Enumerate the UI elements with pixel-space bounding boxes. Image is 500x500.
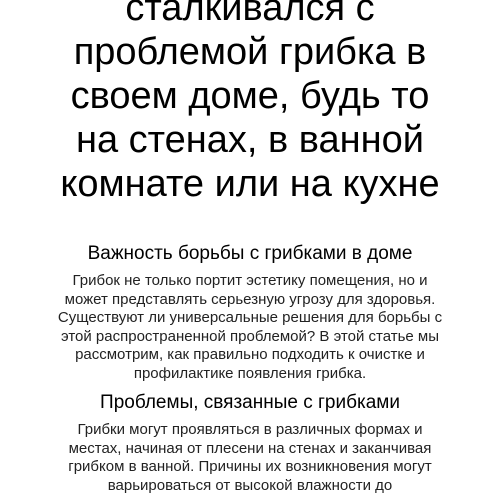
- heading-line: на стенах, в ванной: [76, 119, 424, 161]
- section-heading-importance: Важность борьбы с грибками в доме: [87, 243, 413, 264]
- paragraph-line: Грибок не только портит эстетику помещения, но и: [72, 272, 428, 289]
- paragraph-line: рассмотрим, как правильно подходить к очистке и: [75, 346, 425, 363]
- section-paragraph-problems: [0, 421, 500, 495]
- paragraph-line: Грибки могут проявляться в различных формах и: [77, 421, 423, 438]
- paragraph-line: Существуют ли универсальные решения для борьбы с: [57, 309, 443, 326]
- article-heading: [0, 0, 500, 206]
- heading-line: проблемой грибка в: [73, 31, 427, 73]
- paragraph-line: варьироваться от высокой влажности до: [107, 476, 393, 494]
- paragraph-line: грибком в ванной. Причины их возникновения могут: [68, 458, 432, 475]
- paragraph-line: этой распространенной проблемой? В этой статье мы: [61, 327, 439, 345]
- heading-line: комнате или на кухне: [60, 163, 440, 205]
- paragraph-line: профилактике появления грибка.: [133, 364, 367, 382]
- heading-line: своем доме, будь то: [70, 75, 430, 117]
- heading-line: сталкивался с: [125, 0, 375, 29]
- paragraph-line: может представлять серьезную угрозу для здоровья.: [64, 290, 436, 308]
- section-heading-problems: Проблемы, связанные с грибками: [100, 392, 400, 413]
- section-paragraph-importance: [0, 272, 500, 383]
- paragraph-line: местах, начиная от плесени на стенах и заканчивая: [68, 439, 432, 457]
